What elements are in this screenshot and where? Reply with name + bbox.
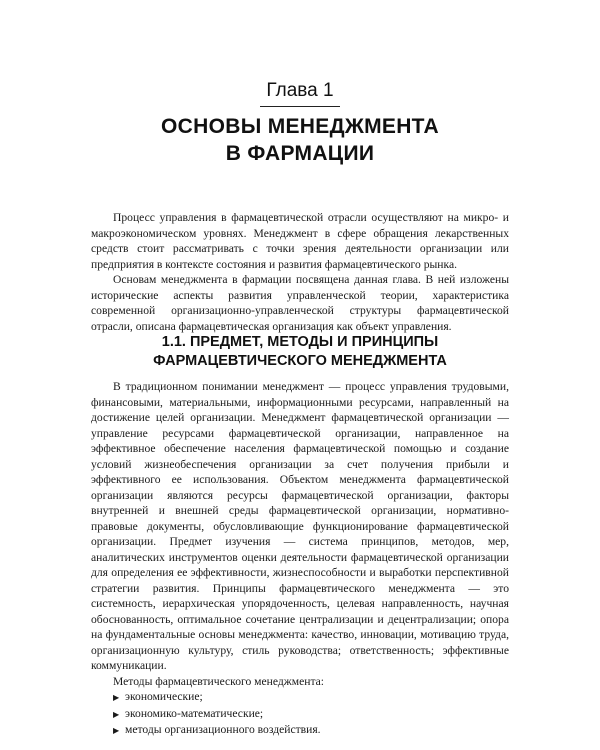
- triangle-bullet-icon: ▶: [113, 709, 120, 719]
- methods-list: [91, 689, 509, 739]
- chapter-intro: [91, 210, 509, 334]
- chapter-title-line: В ФАРМАЦИИ: [225, 142, 375, 165]
- list-item: [91, 689, 509, 706]
- section-title-line: 1.1. ПРЕДМЕТ, МЕТОДЫ И ПРИНЦИПЫ: [161, 334, 439, 350]
- body-paragraph: В традиционном понимании менеджмент — процесс управления трудовыми, финансовыми, материальными, информационными ресурсами, направленный на достижение целей организации. Менеджмент фармацевтической организации — управление ресурсами фармацевтической организации, направленное на эффективное обеспечение населения фармацевтической помощью и создание условий жизнеобеспечения организации за счет получения прибыли и эффективного ее использования. Объектом менеджмента фармацевтической организации являются ресурсы фармацевтической организации, факторы внутренней и внешней среды фармацевтической организации, нормативно-правовые документы, обусловливающие функционирование фармацевтической организации. Предмет изучения — система принципов, методов, мер, аналитических инструментов оценки деятельности фармацевтической организации для определения ее эффективности, жизнеспособности и выработки перспективной стратегии развития. Принципы фармацевтического менеджмента — это системность, иерархическая упорядоченность, целевая направленность, научная обоснованность, оптимальное сочетание централизации и децентрализации; опора на фундаментальные основы менеджмента: качество, инновации, мотивацию труда, организационную культуру, стиль руководства; ответственность; эффективные коммуникации.: [91, 380, 509, 672]
- section-title: [0, 333, 600, 371]
- methods-lead: Методы фармацевтического менеджмента:: [113, 674, 325, 688]
- intro-paragraph: Процесс управления в фармацевтической отрасли осуществляют на микро- и макроэкономическом уровнях. Менеджмент в сфере обращения лекарственных средств стоит рассматривать с точки зрения деятельности организации или предприятия в контексте состояния и развития фармацевтического рынка.: [91, 211, 509, 271]
- section-title-line: ФАРМАЦЕВТИЧЕСКОГО МЕНЕДЖМЕНТА: [153, 353, 447, 369]
- triangle-bullet-icon: ▶: [113, 693, 120, 702]
- triangle-bullet-icon: ▶: [113, 726, 120, 735]
- chapter-title: [0, 113, 600, 167]
- list-item: [91, 722, 509, 739]
- list-item-text: экономические;: [125, 690, 203, 703]
- list-item: [91, 706, 509, 723]
- section-body: [91, 379, 509, 739]
- chapter-label: Глава 1: [266, 80, 334, 101]
- list-item-text: методы организационного воздействия.: [125, 723, 321, 736]
- chapter-underline: [260, 106, 340, 107]
- intro-paragraph: Основам менеджмента в фармации посвящена данная глава. В ней изложены исторические аспекты развития управленческой теории, характеристика современной организационно-управленческой структуры фармацевтической отрасли, описана фармацевтическая организация как объект управления.: [91, 273, 509, 333]
- list-item-text: экономико-математические;: [125, 706, 264, 720]
- chapter-title-line: ОСНОВЫ МЕНЕДЖМЕНТА: [161, 115, 439, 138]
